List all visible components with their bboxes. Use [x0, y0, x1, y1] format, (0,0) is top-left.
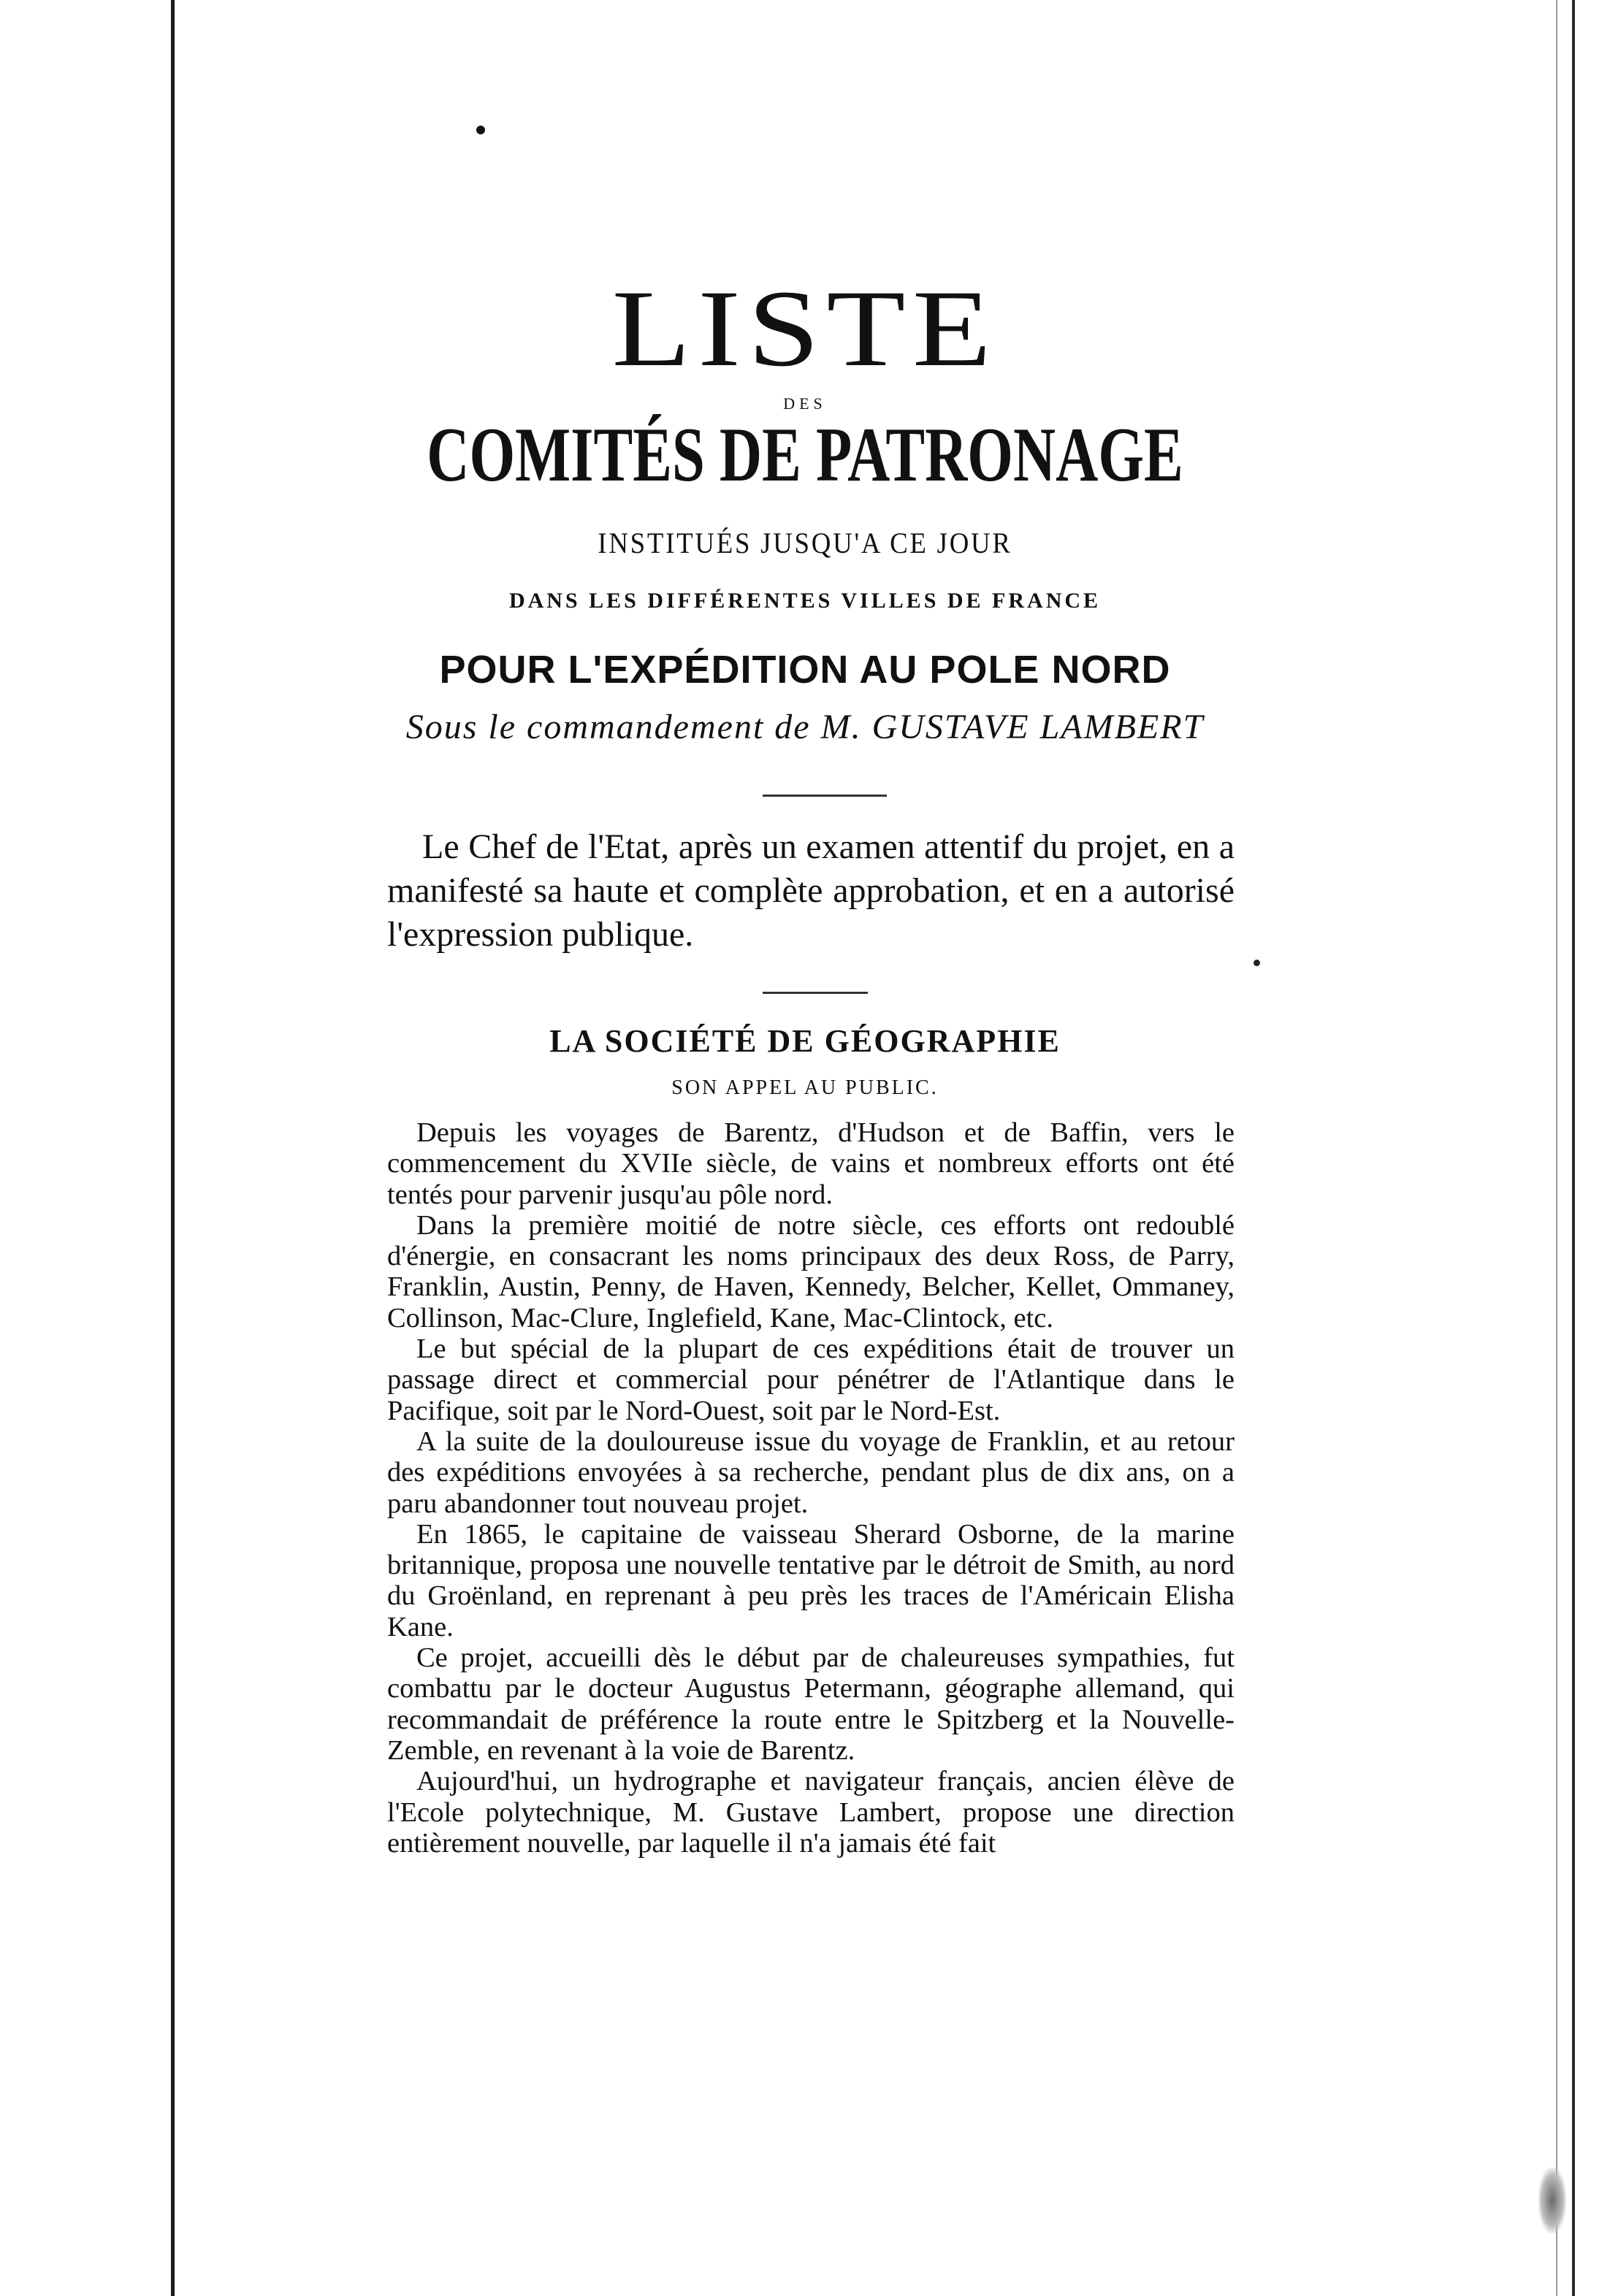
- paragraph: En 1865, le capitaine de vaisseau Sherard Osborne, de la marine britannique, proposa une nouvelle tentative par le détroit de Smith, au nord du Groënland, en reprenant à peu près les traces de l'Américain Elisha Kane.: [387, 1518, 1235, 1642]
- paragraph: Aujourd'hui, un hydrographe et navigateur français, ancien élève de l'Ecole polytechnique, M. Gustave Lambert, propose une direction entièrement nouvelle, par laquelle il n'a jamais été fait: [387, 1766, 1235, 1859]
- subtitle-expedition: POUR L'EXPÉDITION AU POLE NORD: [439, 648, 1171, 692]
- margin-ink-dot: [1254, 960, 1260, 966]
- paragraph: Dans la première moitié de notre siècle, ces efforts ont redoublé d'énergie, en consacrant les noms principaux des deux Ross, de Parry, Franklin, Austin, Penny, de Haven, Kennedy, Belcher, Kellet, Ommaney, Collinson, Mac-Clure, Inglefield, Kane, Mac-Clintock, etc.: [387, 1209, 1235, 1333]
- section-subtitle: SON APPEL AU PUBLIC.: [671, 1076, 939, 1099]
- paragraph: Depuis les voyages de Barentz, d'Hudson et de Baffin, vers le commencement du XVIIe siècle, de vains et nombreux efforts ont été tentés pour parvenir jusqu'au pôle nord.: [387, 1117, 1235, 1210]
- subtitle-villes: DANS LES DIFFÉRENTES VILLES DE FRANCE: [508, 589, 1102, 613]
- title-liste: LISTE: [611, 268, 999, 389]
- subtitle-institues: INSTITUÉS JUSQU'A CE JOUR: [598, 527, 1012, 559]
- paragraph: Ce projet, accueilli dès le début par de chaleureuses sympathies, fut combattu par le docteur Augustus Petermann, géographe allemand, qui recommandait de préférence la route entre le Spitzberg et la Nouvelle-Zemble, en revenant à la voie de Barentz.: [387, 1642, 1235, 1766]
- subtitle-commandement: Sous le commandement de M. GUSTAVE LAMBERT: [405, 708, 1205, 746]
- title-des: DES: [783, 394, 827, 413]
- scan-smudge: [1538, 2167, 1566, 2233]
- divider-rule: [763, 992, 868, 994]
- section-title: LA SOCIÉTÉ DE GÉOGRAPHIE: [549, 1023, 1061, 1059]
- chef-paragraph: Le Chef de l'Etat, après un examen attentif du projet, en a manifesté sa haute et complète approbation, et en a autorisé l'expression publique.: [387, 827, 1235, 954]
- divider-rule: [763, 795, 887, 797]
- ink-dot: [476, 126, 485, 134]
- paragraph: A la suite de la douloureuse issue du voyage de Franklin, et au retour des expéditions envoyées à sa recherche, pendant plus de dix ans, on a paru abandonner tout nouveau projet.: [387, 1426, 1235, 1519]
- paragraph: Le but spécial de la plupart de ces expéditions était de trouver un passage direct et commercial pour pénétrer de l'Atlantique dans le Pacifique, soit par le Nord-Ouest, soit par le Nord-Est.: [387, 1333, 1235, 1426]
- title-comites: COMITÉS DE PATRONAGE: [427, 412, 1183, 497]
- body-text: [387, 1117, 1235, 1859]
